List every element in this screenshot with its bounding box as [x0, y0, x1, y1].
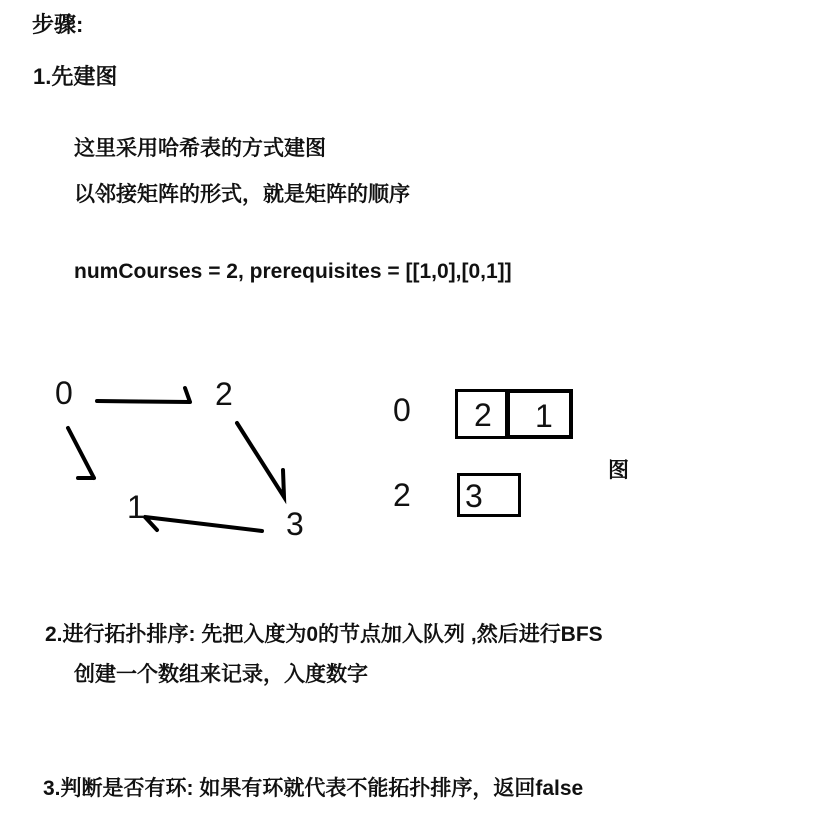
graph-node-3: 3 — [286, 506, 304, 542]
step2-line1: 创建一个数组来记录，入度数字 — [74, 663, 368, 686]
adj-cell: 1 — [505, 389, 573, 439]
edge-0-2 — [97, 388, 190, 402]
adj-cell: 2 — [455, 389, 510, 439]
adj-key-0: 0 — [393, 392, 411, 428]
step3-title: 3.判断是否有环: 如果有环就代表不能拓扑排序，返回false — [43, 777, 584, 800]
adj-key-2: 2 — [393, 477, 411, 513]
step1-line2: 以邻接矩阵的形式，就是矩阵的顺序 — [74, 183, 410, 206]
graph-node-2: 2 — [215, 376, 233, 412]
step1-title: 1.先建图 — [33, 64, 118, 89]
edge-3-1 — [145, 517, 262, 531]
step1-line1: 这里采用哈希表的方式建图 — [74, 137, 326, 160]
adj-cell: 3 — [457, 473, 521, 517]
graph-node-1: 1 — [127, 489, 145, 525]
edge-2-3 — [237, 423, 284, 497]
step2-title: 2.进行拓扑排序: 先把入度为0的节点加入队列 ,然后进行BFS — [45, 623, 603, 646]
heading: 步骤: — [32, 12, 84, 37]
edge-0-1 — [68, 428, 94, 478]
step1-example: numCourses = 2, prerequisites = [[1,0],[0,1]] — [74, 260, 512, 283]
graph-node-0: 0 — [55, 375, 73, 411]
adjacency-label: 图 — [608, 459, 629, 482]
